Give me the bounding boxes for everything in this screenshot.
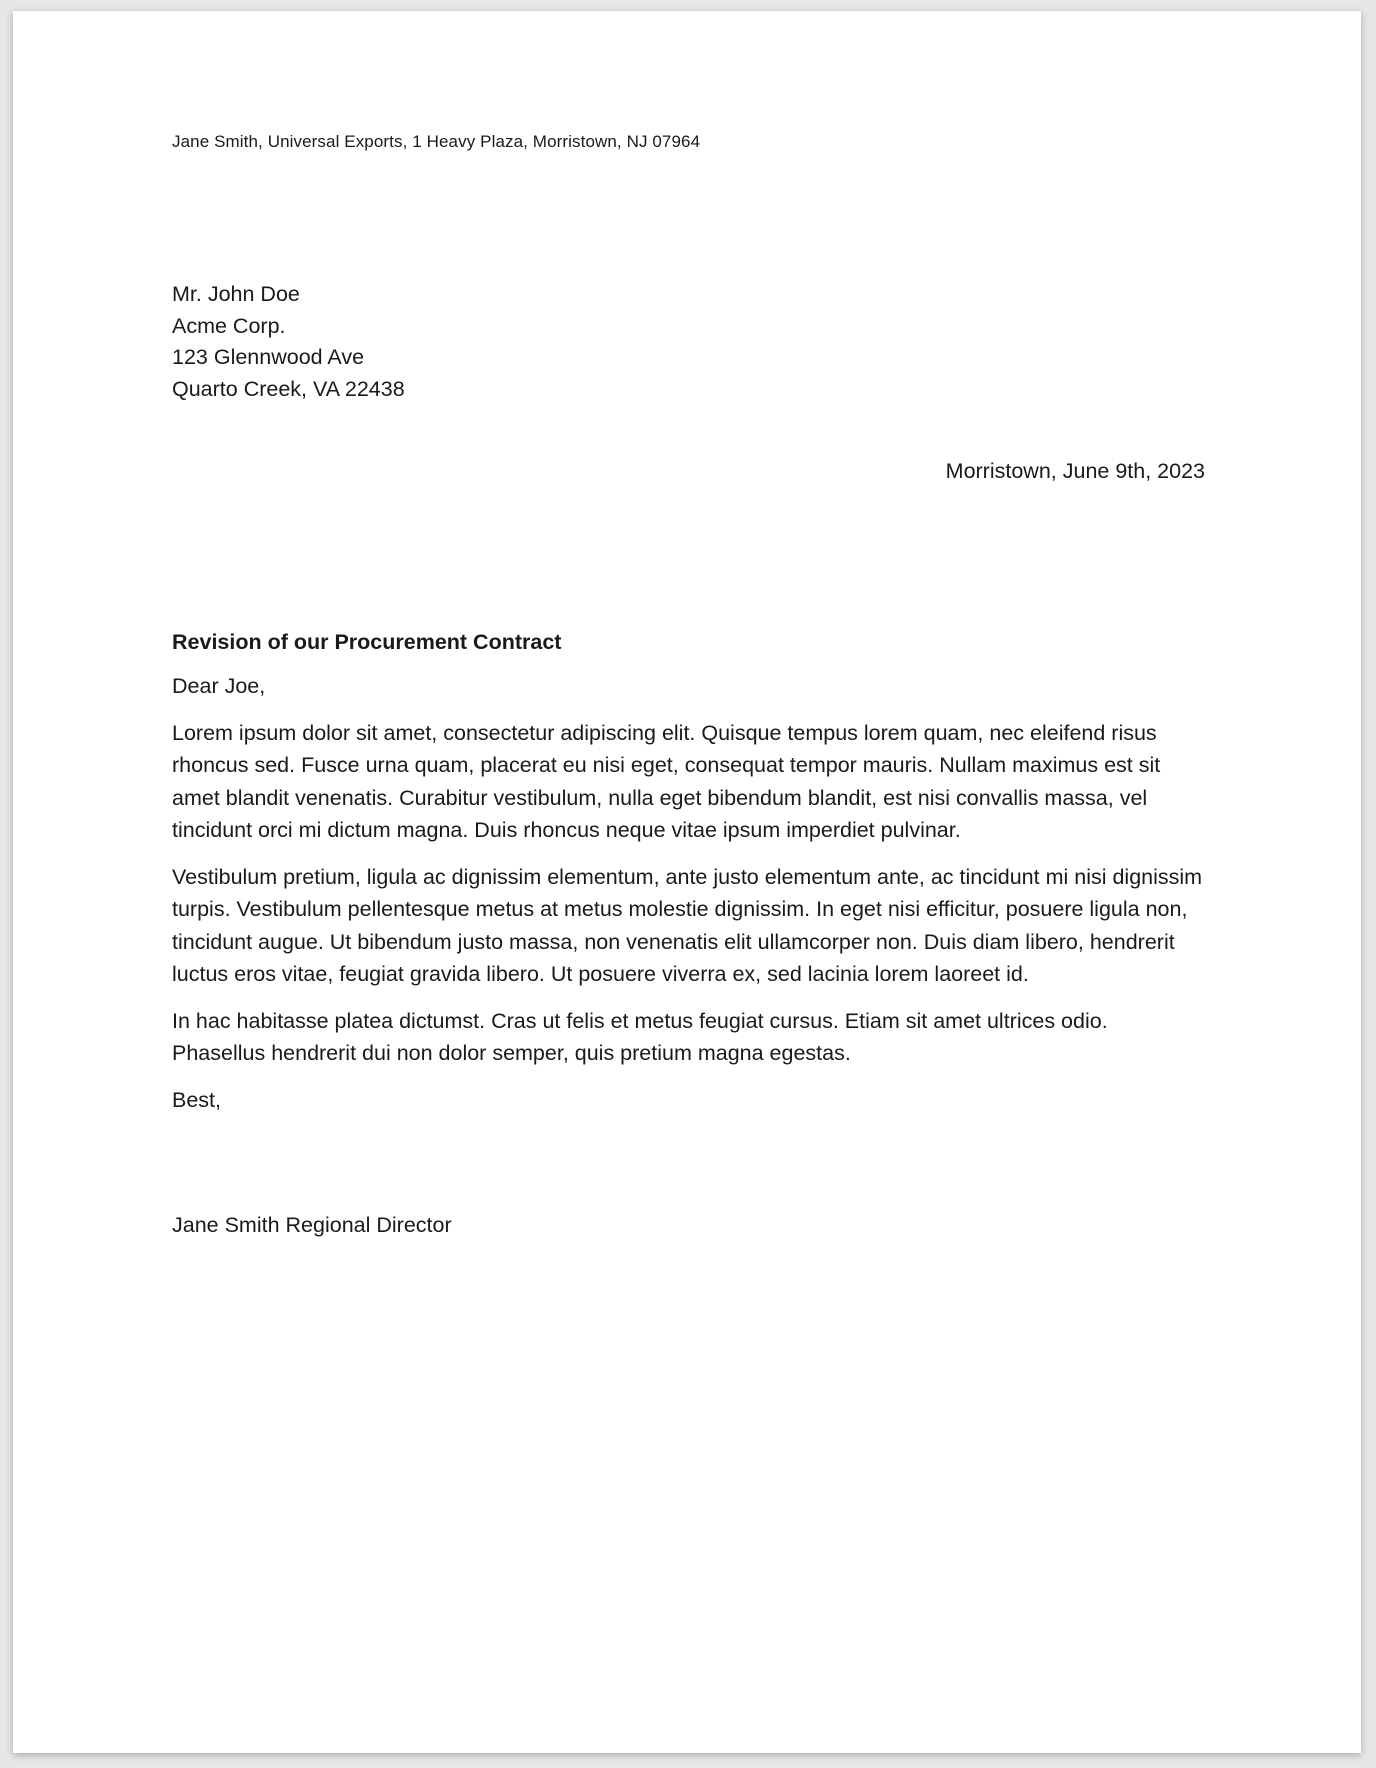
sender-line: Jane Smith, Universal Exports, 1 Heavy Plaza, Morristown, NJ 07964 — [172, 132, 701, 151]
recipient-street: 123 Glennwood Ave — [172, 345, 365, 369]
recipient-city: Quarto Creek, VA 22438 — [172, 376, 405, 401]
recipient-company: Acme Corp. — [172, 313, 286, 338]
closing: Best, — [172, 1087, 221, 1112]
subject-line: Revision of our Procurement Contract — [172, 630, 562, 654]
letter-page — [13, 11, 1361, 1753]
body-paragraph-1: Lorem ipsum dolor sit amet, consectetur adipiscing elit. Quisque tempus lorem quam, nec eleifend risus rhoncus sed. Fusce urna quam, placerat eu nisi eget, consequat tempor mauris. Nullam maximus est sit amet blandit venenatis. Curabitur vestibulum, nulla eget bibendum blandit, est nisi convallis massa, vel tincidunt orci mi dictum magna. Duis rhoncus neque vitae ipsum imperdiet pulvinar. — [172, 720, 1161, 842]
date-line: Morristown, June 9th, 2023 — [945, 459, 1205, 483]
signature: Jane Smith Regional Director — [172, 1213, 452, 1237]
body-paragraph-3: In hac habitasse platea dictumst. Cras ut felis et metus feugiat cursus. Etiam sit amet ultrices odio. Phasellus hendrerit dui non dolor semper, quis pretium magna egestas. — [172, 1008, 1108, 1065]
salutation: Dear Joe, — [172, 674, 266, 698]
body-paragraph-2: Vestibulum pretium, ligula ac dignissim elementum, ante justo elementum ante, ac tincidunt mi nisi dignissim turpis. Vestibulum pellentesque metus at metus molestie dignissim. In eget nisi efficitur, posuere ligula non, tincidunt augue. Ut bibendum justo massa, non venenatis elit ullamcorper non. Duis diam libero, hendrerit luctus eros vitae, feugiat gravida libero. Ut posuere viverra ex, sed lacinia lorem laoreet id. — [172, 864, 1203, 986]
recipient-block — [172, 279, 1205, 405]
recipient-name: Mr. John Doe — [172, 282, 300, 306]
